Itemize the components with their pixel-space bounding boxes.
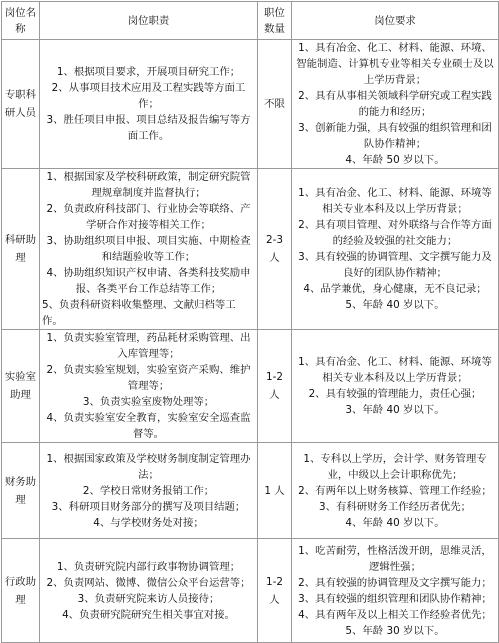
duty-item: 3、负责实验室废物处理等； [82, 396, 215, 408]
duties-cell [40, 40, 258, 169]
requirement-item: 2、具有从事相关领域科学研究或工程实践的能力和经历； [298, 90, 492, 118]
header-requirements: 岗位要求 [292, 2, 499, 40]
duties-cell [40, 330, 258, 443]
position-count: 2-3 人 [258, 169, 292, 330]
requirement-item: 3、具有较强的协调管理、文字撰写能力及良好的团队协作精神； [298, 251, 492, 279]
duties-cell [40, 169, 258, 330]
requirements-cell [292, 169, 499, 330]
requirement-item: 3、有科研财务工作经历者优先； [318, 500, 472, 513]
header-position-name: 岗位名称 [2, 2, 40, 40]
requirements-cell [292, 443, 499, 539]
requirement-item: 1、具有冶金、化工、材料、能源、环境等相关专业本科及以上学历背景； [298, 187, 492, 215]
requirement-item: 4、具有两年及以上相关工作经验者优先； [298, 608, 492, 621]
duty-item: 3、科研项目财务部分的撰写及项目结题； [51, 500, 246, 513]
position-name: 财务助理 [2, 443, 40, 539]
duty-item: 2、负责网站、微博、微信公众平台运营等； [46, 576, 251, 589]
requirements-cell [292, 539, 499, 643]
requirement-item: 1、具有冶金、化工、材料、能源、环境、智能制造、计算机专业等相关专业硕士及以上学历背景； [296, 42, 494, 86]
duty-item: 4、负责实验室安全教育，实验室安全巡查监督等。 [46, 412, 251, 440]
duty-item: 1、根据国家政策及学校财务制度制定管理办法； [46, 452, 251, 481]
position-count: 1 人 [258, 443, 292, 539]
table-row [2, 330, 499, 443]
table-row [2, 539, 499, 643]
duty-item: 1、负责研究院内部行政事物协调管理； [56, 560, 241, 573]
duty-item: 4、负责研究院研究生相关事宜对接。 [62, 608, 235, 621]
requirement-item: 2、具有较强的协调管理及文字撰写能力； [298, 576, 492, 589]
requirement-item: 1、吃苦耐劳，性格活泼开朗，思维灵活，逻辑性强； [298, 544, 492, 573]
requirement-item: 4、年龄 40 岁以下。 [345, 516, 445, 529]
position-name: 行政助理 [2, 539, 40, 643]
duty-item: 2、负责实验室规划，实验室资产采购、维护管理等； [46, 364, 251, 392]
position-count: 1-2 人 [258, 539, 292, 643]
table-row [2, 443, 499, 539]
requirement-item: 1、具有冶金、化工、材料、能源、环境等相关专业本科及以上学历背景； [298, 356, 492, 384]
duty-item: 1、负责实验室管理，药品耗材采购管理、出入库管理等； [46, 332, 251, 360]
table-row [2, 169, 499, 330]
requirement-item: 2、有两年以上财务核算、管理工作经验； [298, 484, 492, 497]
duty-item: 5、负责科研资料收集整理、文献归档等工作。 [42, 299, 236, 327]
requirements-cell [292, 40, 499, 169]
header-count: 职位数量 [258, 2, 292, 40]
requirement-item: 3、创新能力强，具有较强的组织管理和团队协作精神； [298, 122, 492, 150]
job-positions-table [1, 1, 499, 643]
duties-cell [40, 539, 258, 643]
requirement-item: 2、具有较强的管理能力，责任心强； [308, 388, 482, 400]
duty-item: 1、根据项目要求，开展项目研究工作； [56, 66, 241, 78]
position-count: 1-2 人 [258, 330, 292, 443]
duties-cell [40, 443, 258, 539]
requirement-item: 5、年龄 40 岁以下。 [345, 299, 445, 311]
duty-item: 2、学校日常财务报销工作； [82, 484, 215, 497]
requirement-item: 3、年龄 40 岁以下。 [345, 404, 445, 416]
requirement-item: 2、具有项目管理、对外联络与合作等方面的经验及较强的社交能力； [298, 219, 492, 247]
duty-item: 3、协助组织项目申报、项目实施、中期检查和结题验收等工作； [46, 235, 251, 263]
header-row [2, 2, 499, 40]
duty-item: 2、从事项目技术应用及工程实践等方面工作； [51, 82, 246, 110]
duty-item: 3、负责研究院来访人员接待； [77, 592, 220, 605]
position-name: 科研助理 [2, 169, 40, 330]
position-name: 实验室助理 [2, 330, 40, 443]
duty-item: 4、协助组织知识产权申请、各类科技奖励申报、各类平台工作总结等工作； [46, 267, 251, 295]
requirement-item: 5、年龄 30 岁以下。 [345, 624, 445, 637]
duty-item: 1、根据国家及学校科研政策，制定研究院管理规章制度并监督执行； [46, 171, 251, 199]
requirement-item: 4、品学兼优，身心健康，无不良记录； [303, 283, 487, 295]
duty-item: 2、负责政府科技部门、行业协会等联络、产学研合作对接等相关工作； [46, 203, 251, 231]
header-duties: 岗位职责 [40, 2, 258, 40]
requirements-cell [292, 330, 499, 443]
position-count: 不限 [258, 40, 292, 169]
requirement-item: 3、具有较强的组织管理和团队协作精神； [298, 592, 492, 605]
duty-item: 3、胜任项目申报、项目总结及报告编写等方面工作。 [46, 114, 251, 142]
requirement-item: 4、年龄 50 岁以下。 [345, 154, 445, 166]
requirement-item: 1、专科以上学历，会计学、财务管理专业，中级以上会计职称优先； [303, 452, 487, 481]
table-row [2, 40, 499, 169]
position-name: 专职科研人员 [2, 40, 40, 169]
duty-item: 4、与学校财务处对接； [93, 516, 204, 529]
